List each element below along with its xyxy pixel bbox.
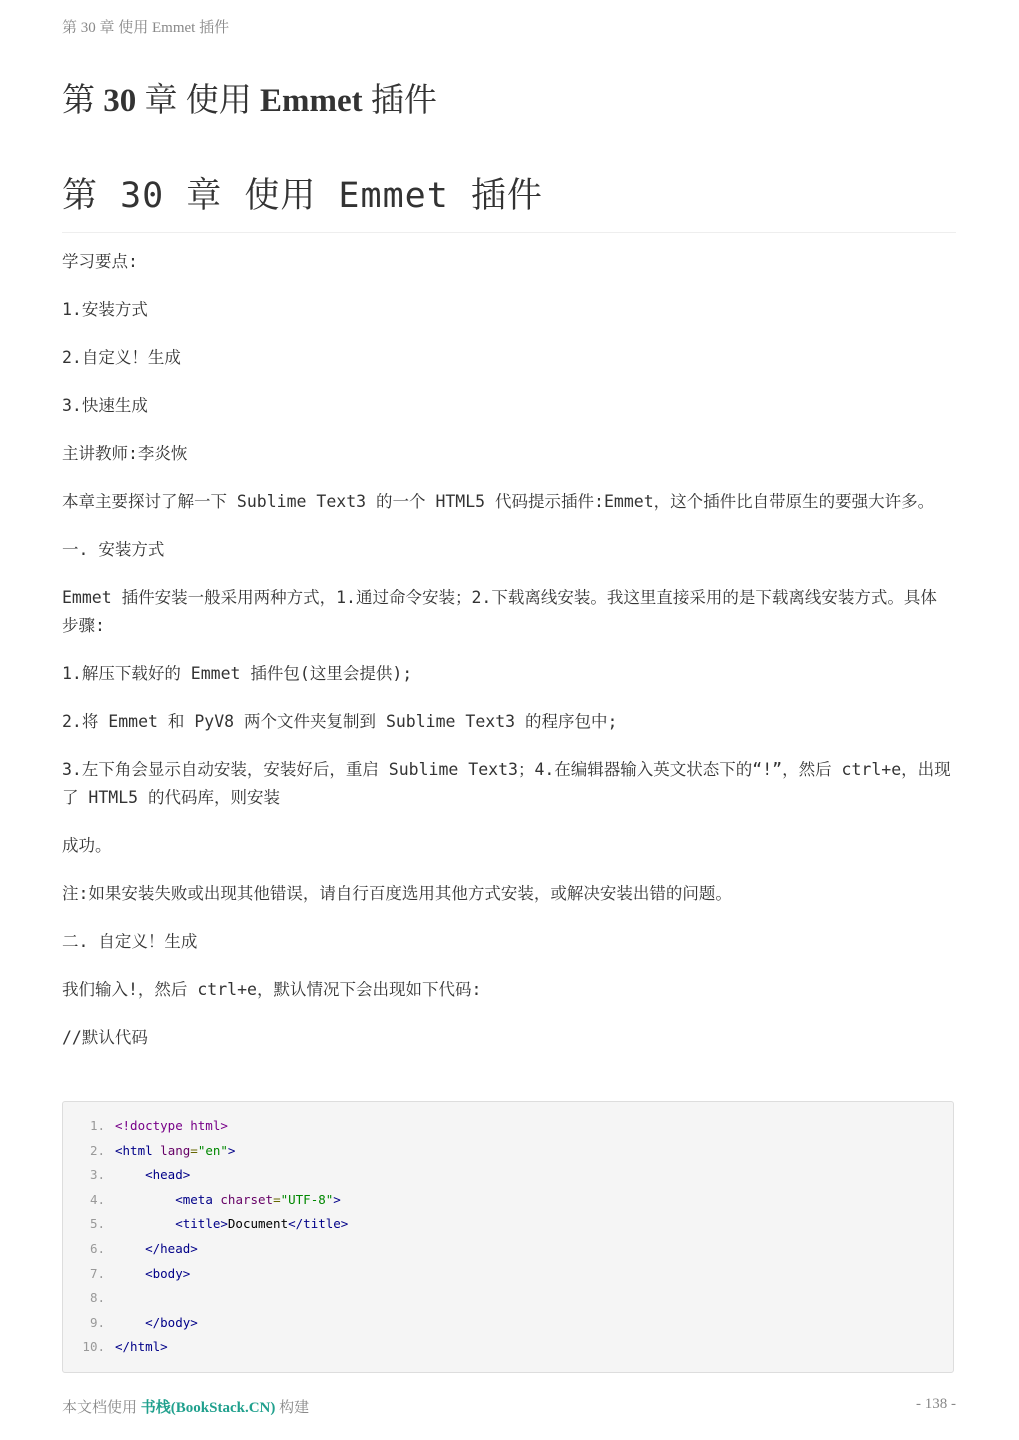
line-number: 7. [89, 1265, 105, 1281]
chapter-middle: 章 使用 [136, 83, 260, 119]
line-number: 3. [89, 1167, 105, 1183]
footer-credit [62, 1396, 309, 1417]
code-text: </body> [145, 1314, 198, 1330]
paragraph: 1.解压下载好的 Emmet 插件包(这里会提供); [62, 664, 413, 683]
paragraph: 注:如果安装失败或出现其他错误，请自行百度选用其他方式安装，或解决安装出错的问题。 [62, 884, 732, 903]
code-line [63, 1212, 953, 1237]
paragraph: 我们输入!，然后 ctrl+e，默认情况下会出现如下代码: [62, 980, 482, 999]
code-line [63, 1114, 953, 1139]
footer-prefix: 本文档使用 [62, 1400, 141, 1416]
page-number: - 138 - [916, 1396, 956, 1412]
line-number: 2. [89, 1142, 105, 1158]
line-number: 5. [89, 1216, 105, 1232]
code-line [63, 1286, 953, 1311]
code-text: </html> [115, 1339, 168, 1355]
code-line [63, 1311, 953, 1336]
paragraph: 3.快速生成 [62, 396, 148, 415]
code-text: </head> [145, 1240, 198, 1256]
paragraph: 本章主要探讨了解一下 Sublime Text3 的一个 HTML5 代码提示插件:Emmet，这个插件比自带原生的要强大许多。 [62, 492, 935, 511]
chapter-heading [62, 74, 437, 121]
paragraph: 主讲教师:李炎恢 [62, 444, 188, 463]
line-number: 4. [89, 1191, 105, 1207]
line-number: 9. [89, 1314, 105, 1330]
code-line [63, 1335, 953, 1360]
line-number: 1. [89, 1118, 105, 1133]
chapter-suffix: 插件 [362, 83, 437, 119]
article-body [62, 248, 952, 1072]
code-text: <body> [145, 1265, 191, 1281]
running-header: 第 30 章 使用 Emmet 插件 [62, 20, 230, 36]
code-text: <!doctype html> [115, 1118, 228, 1133]
chapter-prefix: 第 [62, 83, 104, 119]
chapter-number: 30 [103, 83, 137, 119]
footer-suffix: 构建 [275, 1400, 310, 1416]
code-line [63, 1237, 953, 1262]
code-line [63, 1139, 953, 1164]
line-number: 8. [89, 1290, 105, 1306]
line-number: 10. [82, 1339, 105, 1355]
paragraph: Emmet 插件安装一般采用两种方式，1.通过命令安装；2.下载离线安装。我这里直接采用的是下载离线安装方式。具体步骤: [62, 588, 937, 635]
code-text: <html lang="en"> [115, 1142, 236, 1158]
paragraph: 3.左下角会显示自动安装，安装好后，重启 Sublime Text3；4.在编辑器输入英文状态下的“!”，然后 ctrl+e，出现了 HTML5 的代码库，则安装 [62, 760, 951, 807]
paragraph: 1.安装方式 [62, 300, 148, 319]
line-number: 6. [89, 1240, 105, 1256]
paragraph: 成功。 [62, 836, 112, 855]
code-text: <title>Document</title> [175, 1216, 349, 1232]
code-text: <head> [145, 1167, 191, 1183]
paragraph: 二. 自定义！生成 [62, 932, 198, 951]
paragraph: 一. 安装方式 [62, 540, 165, 559]
paragraph: 2.自定义！生成 [62, 348, 181, 367]
paragraph: //默认代码 [62, 1028, 148, 1047]
code-block [62, 1101, 954, 1373]
chapter-name: Emmet [260, 83, 363, 119]
code-line [63, 1262, 953, 1287]
bookstack-link[interactable]: 书栈(BookStack.CN) [140, 1400, 276, 1416]
paragraph: 2.将 Emmet 和 PyV8 两个文件夹复制到 Sublime Text3 的程序包中; [62, 712, 618, 731]
code-line [63, 1188, 953, 1213]
code-line [63, 1163, 953, 1188]
code-text: <meta charset="UTF-8"> [175, 1191, 341, 1207]
paragraph: 学习要点: [62, 252, 138, 271]
page-title: 第 30 章 使用 Emmet 插件 [62, 168, 956, 233]
